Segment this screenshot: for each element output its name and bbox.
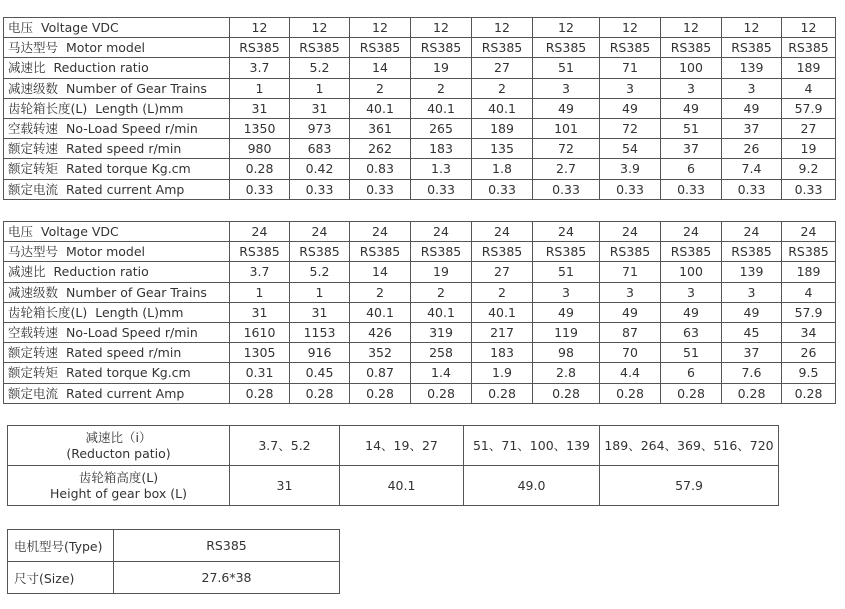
spec-value: 0.33 <box>782 179 836 199</box>
row-label <box>4 139 230 159</box>
spec-value: 27 <box>472 262 533 282</box>
spec-value: 3.9 <box>600 159 661 179</box>
spec-value: 2.7 <box>533 159 600 179</box>
spec-value: 57.9 <box>782 302 836 322</box>
spec-value: 45 <box>722 322 782 342</box>
spec-value: 12 <box>661 18 722 38</box>
spec-value: 4.4 <box>600 363 661 383</box>
spec-value: 1 <box>290 78 350 98</box>
spec-value: 189 <box>782 58 836 78</box>
row-label <box>4 58 230 78</box>
spec-value: 40.1 <box>411 98 472 118</box>
row-label <box>4 18 230 38</box>
spec-value: 12 <box>472 18 533 38</box>
spec-value: 57.9 <box>782 98 836 118</box>
spec-value: 24 <box>533 222 600 242</box>
spec-value: 0.28 <box>661 383 722 403</box>
row-label-en: Motor model <box>66 244 146 260</box>
spec-row <box>4 242 836 262</box>
spec-value: 101 <box>533 118 600 138</box>
ratio-row <box>8 426 779 466</box>
spec-value: 51 <box>533 58 600 78</box>
row-label <box>4 282 230 302</box>
spec-value: RS385 <box>533 242 600 262</box>
spec-value: 40.1 <box>350 98 411 118</box>
height-row <box>8 466 779 506</box>
row-label <box>4 179 230 199</box>
spec-row <box>4 302 836 322</box>
spec-value: 31 <box>290 302 350 322</box>
row-label-cn: 额定转速 <box>8 345 59 361</box>
motor-table <box>7 529 340 594</box>
row-label-en: Motor model <box>66 40 146 56</box>
spec-value: 683 <box>290 139 350 159</box>
spec-value: 352 <box>350 343 411 363</box>
spec-value: 0.28 <box>290 383 350 403</box>
spec-value: RS385 <box>661 242 722 262</box>
row-label <box>4 383 230 403</box>
spec-value: 1350 <box>230 118 290 138</box>
spec-value: 0.42 <box>290 159 350 179</box>
spec-value: 27 <box>782 118 836 138</box>
spec-value: 54 <box>600 139 661 159</box>
spec-value: 2 <box>411 282 472 302</box>
row-label-en: Length (L)mm <box>95 304 184 320</box>
height-value: 57.9 <box>600 466 779 506</box>
spec-value: 1 <box>290 282 350 302</box>
spec-value: RS385 <box>533 38 600 58</box>
spec-value: 40.1 <box>411 302 472 322</box>
spec-row <box>4 262 836 282</box>
spec-value: 0.87 <box>350 363 411 383</box>
spec-value: 980 <box>230 139 290 159</box>
spec-value: 0.31 <box>230 363 290 383</box>
row-label-cn: 马达型号 <box>8 40 59 56</box>
spec-value: 37 <box>722 118 782 138</box>
row-label <box>4 322 230 342</box>
row-label <box>4 78 230 98</box>
spec-value: 183 <box>411 139 472 159</box>
spec-value: 24 <box>411 222 472 242</box>
row-label <box>4 98 230 118</box>
spec-value: 3.7 <box>230 58 290 78</box>
spec-value: 3 <box>661 78 722 98</box>
spec-value: 1153 <box>290 322 350 342</box>
row-label-en: No-Load Speed r/min <box>66 121 198 137</box>
spec-row <box>4 383 836 403</box>
spec-value: 265 <box>411 118 472 138</box>
spec-value: 34 <box>782 322 836 342</box>
spec-value: 63 <box>661 322 722 342</box>
spec-row <box>4 118 836 138</box>
spec-value: 258 <box>411 343 472 363</box>
size-row <box>8 562 340 594</box>
spec-value: 26 <box>782 343 836 363</box>
ratio-group: 14、19、27 <box>340 426 464 466</box>
row-label <box>4 343 230 363</box>
type-row <box>8 530 340 562</box>
spec-value: 49 <box>533 98 600 118</box>
spec-value: 12 <box>230 18 290 38</box>
row-label-cn: 减速级数 <box>8 284 59 300</box>
spec-value: 6 <box>661 159 722 179</box>
spec-value: 3 <box>600 78 661 98</box>
row-label-cn: 减速比 <box>8 60 46 76</box>
spec-value: 40.1 <box>350 302 411 322</box>
spec-value: 27 <box>472 58 533 78</box>
spec-value: 3.7 <box>230 262 290 282</box>
spec-table-24v <box>3 221 836 404</box>
spec-row <box>4 179 836 199</box>
spec-value: 3 <box>722 282 782 302</box>
row-label-cn: 减速比 <box>8 264 46 280</box>
spec-value: 1610 <box>230 322 290 342</box>
spec-value: 26 <box>722 139 782 159</box>
row-label-en: Rated current Amp <box>66 181 185 197</box>
row-label-cn: 齿轮箱长度(L) <box>8 100 88 116</box>
spec-value: 12 <box>782 18 836 38</box>
spec-value: 217 <box>472 322 533 342</box>
spec-value: 51 <box>661 118 722 138</box>
spec-value: 70 <box>600 343 661 363</box>
height-value: 31 <box>230 466 340 506</box>
spec-value: 1.3 <box>411 159 472 179</box>
spec-value: 49 <box>600 98 661 118</box>
spec-value: 14 <box>350 58 411 78</box>
row-label-cn: 电压 <box>8 224 34 240</box>
spec-value: RS385 <box>472 242 533 262</box>
row-label-cn: 减速级数 <box>8 80 59 96</box>
row-label-cn: 马达型号 <box>8 244 59 260</box>
spec-row <box>4 282 836 302</box>
spec-value: RS385 <box>350 242 411 262</box>
spec-value: 98 <box>533 343 600 363</box>
spec-value: 72 <box>533 139 600 159</box>
row-label-en: No-Load Speed r/min <box>66 325 198 341</box>
spec-value: 3 <box>600 282 661 302</box>
spec-value: 2.8 <box>533 363 600 383</box>
spec-value: 426 <box>350 322 411 342</box>
spec-value: 19 <box>411 58 472 78</box>
ratio-label-en: (Reducton patio) <box>66 445 171 461</box>
spec-value: 12 <box>290 18 350 38</box>
spec-value: 7.6 <box>722 363 782 383</box>
row-label-cn: 额定电流 <box>8 385 59 401</box>
spec-row <box>4 363 836 383</box>
row-label-cn: 空载转速 <box>8 121 59 137</box>
ratio-group: 189、264、369、516、720 <box>600 426 779 466</box>
spec-value: RS385 <box>290 242 350 262</box>
spec-value: 0.28 <box>722 383 782 403</box>
type-label: 电机型号(Type) <box>8 530 114 562</box>
spec-value: RS385 <box>290 38 350 58</box>
spec-value: 1.9 <box>472 363 533 383</box>
spec-value: 5.2 <box>290 262 350 282</box>
spec-value: 0.28 <box>230 383 290 403</box>
spec-value: 12 <box>600 18 661 38</box>
height-value: 40.1 <box>340 466 464 506</box>
spec-value: 0.33 <box>661 179 722 199</box>
spec-row <box>4 343 836 363</box>
spec-value: 24 <box>661 222 722 242</box>
spec-value: 19 <box>782 139 836 159</box>
spec-value: 24 <box>472 222 533 242</box>
size-label: 尺寸(Size) <box>8 562 114 594</box>
spec-value: 0.33 <box>350 179 411 199</box>
spec-value: 0.33 <box>472 179 533 199</box>
row-label <box>4 242 230 262</box>
spec-value: 7.4 <box>722 159 782 179</box>
spec-value: 1 <box>230 78 290 98</box>
row-label-en: Reduction ratio <box>53 264 149 280</box>
row-label <box>4 262 230 282</box>
spec-value: RS385 <box>782 38 836 58</box>
spec-row <box>4 38 836 58</box>
spec-value: 2 <box>350 282 411 302</box>
spec-value: 31 <box>290 98 350 118</box>
spec-value: 31 <box>230 98 290 118</box>
row-label-en: Voltage VDC <box>41 224 119 240</box>
spec-value: 72 <box>600 118 661 138</box>
row-label-cn: 额定电流 <box>8 181 59 197</box>
spec-value: 9.5 <box>782 363 836 383</box>
spec-value: 31 <box>230 302 290 322</box>
row-label-en: Number of Gear Trains <box>66 284 207 300</box>
spec-value: 12 <box>350 18 411 38</box>
spec-value: 9.2 <box>782 159 836 179</box>
spec-value: 973 <box>290 118 350 138</box>
spec-value: RS385 <box>411 242 472 262</box>
spec-value: 0.28 <box>230 159 290 179</box>
spec-value: 2 <box>350 78 411 98</box>
spec-value: 1 <box>230 282 290 302</box>
spec-value: 71 <box>600 58 661 78</box>
spec-row <box>4 98 836 118</box>
spec-value: 0.33 <box>230 179 290 199</box>
row-label-en: Rated current Amp <box>66 385 185 401</box>
spec-row <box>4 18 836 38</box>
spec-value: 4 <box>782 78 836 98</box>
spec-value: 3 <box>533 78 600 98</box>
spec-value: 24 <box>782 222 836 242</box>
ratio-label-cn: 减速比（i） <box>85 429 152 445</box>
spec-value: 1.8 <box>472 159 533 179</box>
ratio-group: 51、71、100、139 <box>464 426 600 466</box>
spec-value: RS385 <box>661 38 722 58</box>
spec-row <box>4 78 836 98</box>
spec-value: 2 <box>472 78 533 98</box>
spec-value: 0.33 <box>533 179 600 199</box>
spec-value: 6 <box>661 363 722 383</box>
spec-value: 0.83 <box>350 159 411 179</box>
spec-value: 0.33 <box>290 179 350 199</box>
spec-value: 49 <box>661 98 722 118</box>
height-label-cn: 齿轮箱高度(L) <box>78 469 159 485</box>
spec-value: RS385 <box>722 38 782 58</box>
spec-value: 49 <box>533 302 600 322</box>
type-value: RS385 <box>114 530 340 562</box>
spec-value: 24 <box>350 222 411 242</box>
spec-value: 24 <box>230 222 290 242</box>
spec-value: 262 <box>350 139 411 159</box>
row-label-en: Rated speed r/min <box>66 141 182 157</box>
spec-value: 0.28 <box>350 383 411 403</box>
spec-value: 87 <box>600 322 661 342</box>
row-label-cn: 额定转矩 <box>8 365 59 381</box>
spec-value: 0.33 <box>722 179 782 199</box>
spec-value: 0.33 <box>411 179 472 199</box>
row-label-en: Rated speed r/min <box>66 345 182 361</box>
spec-value: 319 <box>411 322 472 342</box>
ratio-label-cell <box>8 426 230 466</box>
spec-row <box>4 159 836 179</box>
spec-value: 0.33 <box>600 179 661 199</box>
spec-value: RS385 <box>230 242 290 262</box>
spec-value: 139 <box>722 58 782 78</box>
spec-value: 2 <box>411 78 472 98</box>
spec-value: 49 <box>722 98 782 118</box>
spec-value: 3 <box>722 78 782 98</box>
spec-value: 37 <box>722 343 782 363</box>
spec-value: RS385 <box>472 38 533 58</box>
height-value: 49.0 <box>464 466 600 506</box>
row-label-cn: 额定转矩 <box>8 161 59 177</box>
spec-value: 24 <box>600 222 661 242</box>
spec-value: 24 <box>722 222 782 242</box>
spec-value: 0.28 <box>600 383 661 403</box>
spec-value: 51 <box>661 343 722 363</box>
spec-value: 0.28 <box>472 383 533 403</box>
row-label-en: Number of Gear Trains <box>66 80 207 96</box>
spec-value: 12 <box>533 18 600 38</box>
spec-value: 40.1 <box>472 98 533 118</box>
row-label <box>4 363 230 383</box>
spec-table-12v <box>3 17 836 200</box>
spec-value: 183 <box>472 343 533 363</box>
row-label-cn: 电压 <box>8 20 34 36</box>
spec-value: RS385 <box>600 38 661 58</box>
spec-value: 71 <box>600 262 661 282</box>
row-label <box>4 222 230 242</box>
spec-value: 3 <box>661 282 722 302</box>
spec-value: 37 <box>661 139 722 159</box>
spec-value: RS385 <box>600 242 661 262</box>
spec-value: 19 <box>411 262 472 282</box>
spec-row <box>4 139 836 159</box>
spec-value: RS385 <box>782 242 836 262</box>
size-value: 27.6*38 <box>114 562 340 594</box>
spec-value: 139 <box>722 262 782 282</box>
spec-row <box>4 58 836 78</box>
spec-value: 49 <box>600 302 661 322</box>
spec-value: 12 <box>411 18 472 38</box>
spec-value: 12 <box>722 18 782 38</box>
spec-value: 189 <box>782 262 836 282</box>
spec-value: 2 <box>472 282 533 302</box>
spec-value: RS385 <box>230 38 290 58</box>
row-label-en: Rated torque Kg.cm <box>66 161 191 177</box>
spec-value: RS385 <box>411 38 472 58</box>
row-label <box>4 159 230 179</box>
row-label-en: Voltage VDC <box>41 20 119 36</box>
row-label <box>4 38 230 58</box>
row-label <box>4 302 230 322</box>
spec-value: 1305 <box>230 343 290 363</box>
spec-value: 5.2 <box>290 58 350 78</box>
spec-value: 189 <box>472 118 533 138</box>
spec-value: 14 <box>350 262 411 282</box>
spec-value: 1.4 <box>411 363 472 383</box>
spec-value: 51 <box>533 262 600 282</box>
spec-value: 0.28 <box>782 383 836 403</box>
row-label-en: Reduction ratio <box>53 60 149 76</box>
row-label-cn: 额定转速 <box>8 141 59 157</box>
row-label <box>4 118 230 138</box>
spec-value: 119 <box>533 322 600 342</box>
spec-value: 0.45 <box>290 363 350 383</box>
spec-value: 0.28 <box>533 383 600 403</box>
row-label-cn: 空载转速 <box>8 325 59 341</box>
spec-value: 361 <box>350 118 411 138</box>
spec-value: RS385 <box>722 242 782 262</box>
ratio-group: 3.7、5.2 <box>230 426 340 466</box>
gearbox-table <box>7 425 779 506</box>
row-label-cn: 齿轮箱长度(L) <box>8 304 88 320</box>
spec-value: 100 <box>661 58 722 78</box>
spec-value: 100 <box>661 262 722 282</box>
row-label-en: Rated torque Kg.cm <box>66 365 191 381</box>
spec-row <box>4 322 836 342</box>
spec-value: 4 <box>782 282 836 302</box>
spec-row <box>4 222 836 242</box>
spec-value: 916 <box>290 343 350 363</box>
spec-value: RS385 <box>350 38 411 58</box>
spec-value: 49 <box>722 302 782 322</box>
row-label-en: Length (L)mm <box>95 100 184 116</box>
spec-value: 135 <box>472 139 533 159</box>
height-label-en: Height of gear box (L) <box>50 485 187 501</box>
spec-value: 40.1 <box>472 302 533 322</box>
spec-value: 24 <box>290 222 350 242</box>
spec-value: 0.28 <box>411 383 472 403</box>
spec-value: 3 <box>533 282 600 302</box>
spec-value: 49 <box>661 302 722 322</box>
height-label-cell <box>8 466 230 506</box>
